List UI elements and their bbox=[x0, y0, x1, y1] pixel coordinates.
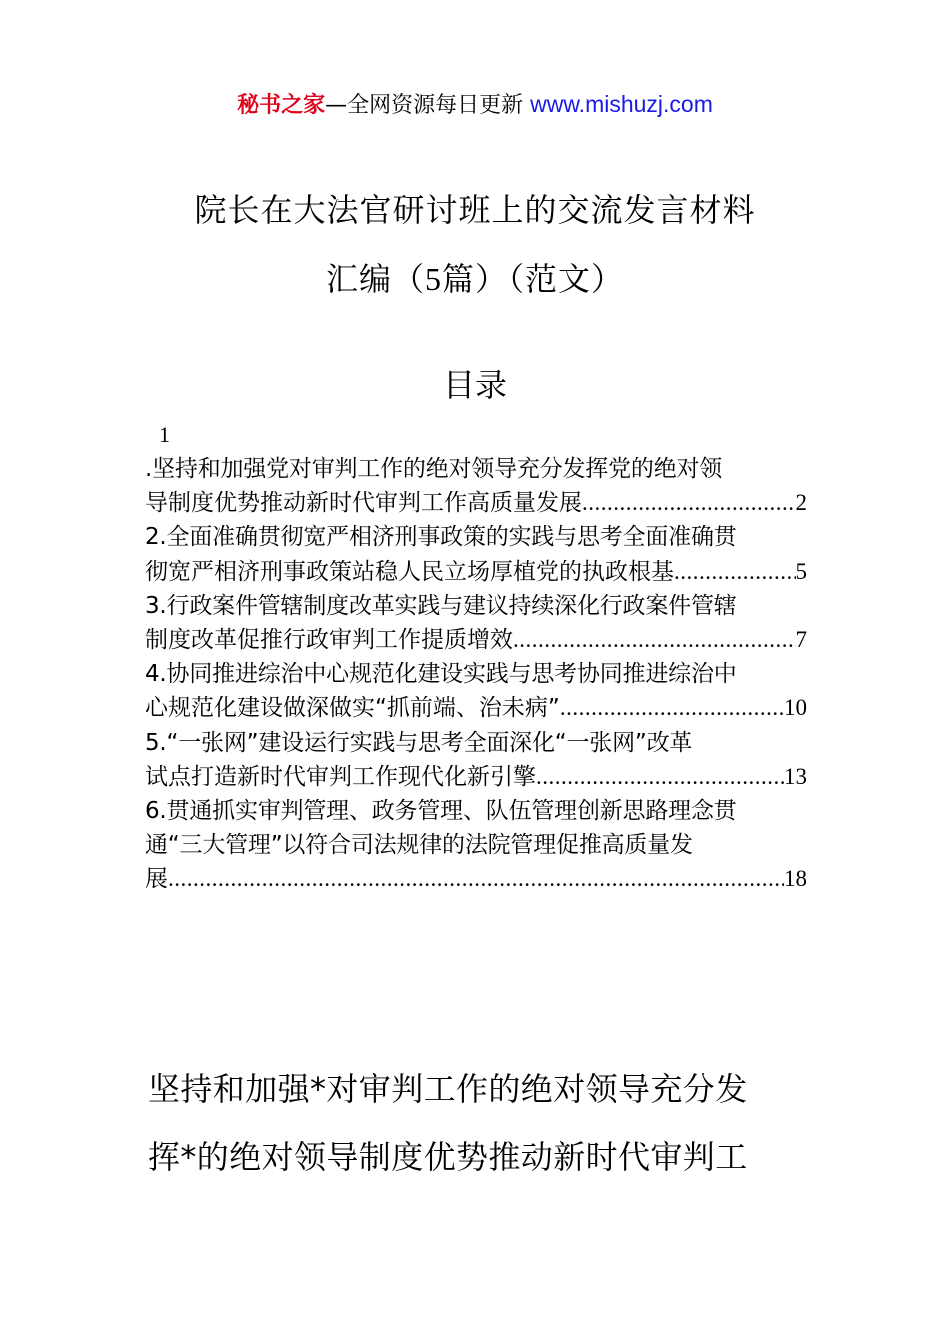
toc-entry-3-page: 7 bbox=[795, 627, 807, 653]
toc-entry-1-line-1: .坚持和加强党对审判工作的绝对领导充分发挥党的绝对领 bbox=[145, 456, 723, 482]
toc-entry-5[interactable] bbox=[145, 726, 807, 794]
toc-entry-5-line-2: 试点打造新时代审判工作现代化新引擎 bbox=[145, 763, 536, 790]
site-slogan: —全网资源每日更新 bbox=[325, 93, 524, 118]
toc-leader-dots bbox=[674, 555, 796, 589]
toc-entry-3[interactable] bbox=[145, 589, 807, 657]
toc-entry-5-line-1: 5.“一张网”建设运行实践与思考全面深化“一张网”改革 bbox=[145, 729, 693, 756]
toc-entry-4-page: 10 bbox=[784, 695, 807, 721]
toc-entry-2-page: 5 bbox=[795, 558, 807, 584]
toc-entry-6-line-1: 6.贯通抓实审判管理、政务管理、队伍管理创新思路理念贯 bbox=[145, 798, 737, 825]
toc-first-entry-number: 1 bbox=[159, 422, 170, 447]
article-title-line-1: 坚持和加强*对审判工作的绝对领导充分发 bbox=[148, 1070, 748, 1108]
toc-entry-3-line-1: 3.行政案件管辖制度改革实践与建议持续深化行政案件管辖 bbox=[145, 592, 737, 619]
toc-entry-2-line-2: 彻宽严相济刑事政策站稳人民立场厚植党的执政根基 bbox=[145, 558, 674, 585]
toc-entry-4[interactable] bbox=[145, 657, 807, 725]
toc-leader-dots bbox=[582, 486, 796, 520]
toc-entry-4-line-2: 心规范化建设做深做实“抓前端、治未病” bbox=[145, 695, 560, 722]
toc-leader-dots bbox=[536, 760, 784, 794]
toc-entry-6-line-2: 通“三大管理”以符合司法规律的法院管理促推高质量发 bbox=[145, 832, 693, 859]
article-title bbox=[148, 1055, 808, 1191]
article-title-line-2: 挥*的绝对领导制度优势推动新时代审判工 bbox=[148, 1138, 748, 1176]
toc-entry-1-page: 2 bbox=[795, 490, 807, 516]
toc-entry-1-line-2: 导制度优势推动新时代审判工作高质量发展 bbox=[145, 490, 582, 517]
toc-entry-4-line-1: 4.协同推进综治中心规范化建设实践与思考协同推进综治中 bbox=[145, 661, 737, 688]
toc-entry-6[interactable] bbox=[145, 794, 807, 897]
toc-leader-dots bbox=[560, 691, 784, 725]
toc-entry-1[interactable] bbox=[145, 452, 807, 520]
title-article-count: 5 bbox=[425, 261, 442, 297]
toc-heading: 目录 bbox=[442, 366, 507, 404]
title-line2-prefix: 汇编（ bbox=[325, 260, 425, 298]
toc-entry-5-page: 13 bbox=[784, 763, 807, 789]
title-line2-suffix: 篇）（范文） bbox=[442, 260, 625, 298]
toc-entry-2-line-1: 2.全面准确贯彻宽严相济刑事政策的实践与思考全面准确贯 bbox=[145, 524, 737, 551]
toc-entry-3-line-2: 制度改革促推行政审判工作提质增效 bbox=[145, 627, 513, 654]
document-title-line-2 bbox=[0, 257, 950, 301]
toc-entry-6-page: 18 bbox=[784, 866, 807, 892]
document-title-line-1: 院长在大法官研讨班上的交流发言材料 bbox=[194, 191, 756, 229]
toc-entry-6-line-3: 展 bbox=[145, 866, 168, 893]
site-header bbox=[0, 88, 950, 122]
table-of-contents bbox=[145, 418, 807, 897]
toc-leader-dots bbox=[513, 623, 796, 657]
brand-name: 秘书之家 bbox=[237, 93, 326, 118]
toc-leader-dots bbox=[168, 862, 784, 896]
site-url-link[interactable]: www.mishuzj.com bbox=[530, 91, 713, 117]
toc-entry-2[interactable] bbox=[145, 520, 807, 588]
